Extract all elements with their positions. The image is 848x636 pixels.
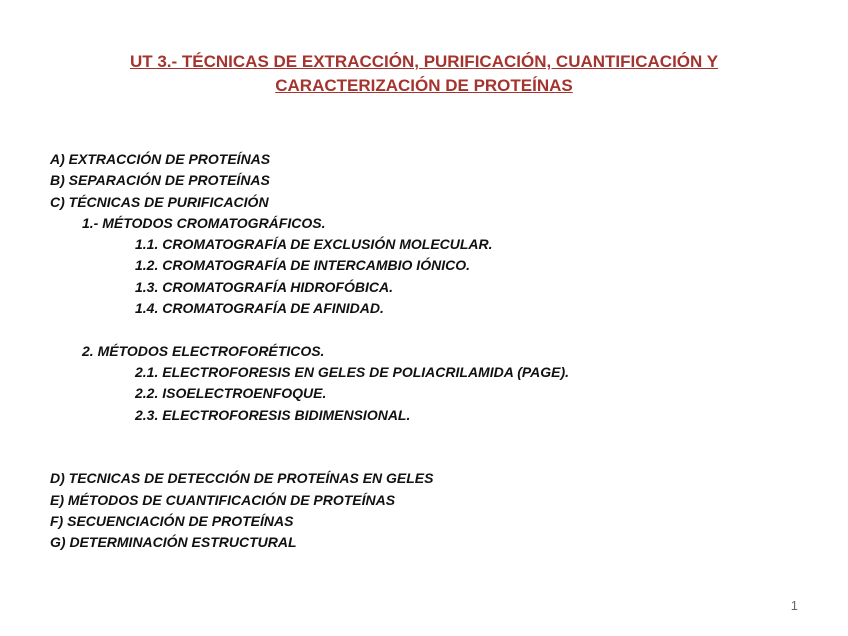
outline-item-c1: 1.- MÉTODOS CROMATOGRÁFICOS. — [82, 214, 326, 231]
page-number: 1 — [790, 598, 798, 613]
outline-item-c2-1: 2.1. ELECTROFORESIS EN GELES DE POLIACRILAMIDA (PAGE). — [135, 363, 570, 380]
outline-item-d: D) TECNICAS DE DETECCIÓN DE PROTEÍNAS EN GELES — [50, 470, 434, 487]
outline-item-f: F) SECUENCIACIÓN DE PROTEÍNAS — [50, 513, 294, 530]
slide-title — [0, 50, 848, 98]
outline-item-c: C) TÉCNICAS DE PURIFICACIÓN — [50, 193, 269, 210]
title-line-1: UT 3.- TÉCNICAS DE EXTRACCIÓN, PURIFICACIÓN, CUANTIFICACIÓN Y — [129, 52, 719, 71]
outline-item-c2: 2. MÉTODOS ELECTROFORÉTICOS. — [82, 342, 325, 359]
outline-item-c1-4: 1.4. CROMATOGRAFÍA DE AFINIDAD. — [135, 300, 384, 317]
outline-list — [50, 149, 810, 554]
outline-item-g: G) DETERMINACIÓN ESTRUCTURAL — [50, 534, 297, 551]
outline-item-c1-3: 1.3. CROMATOGRAFÍA HIDROFÓBICA. — [135, 278, 393, 295]
outline-item-c2-3: 2.3. ELECTROFORESIS BIDIMENSIONAL. — [135, 406, 411, 423]
outline-spacer — [50, 319, 810, 340]
outline-item-c1-2: 1.2. CROMATOGRAFÍA DE INTERCAMBIO IÓNICO. — [135, 257, 470, 274]
outline-item-c1-1: 1.1. CROMATOGRAFÍA DE EXCLUSIÓN MOLECULAR. — [135, 236, 493, 253]
outline-item-b: B) SEPARACIÓN DE PROTEÍNAS — [50, 172, 270, 189]
outline-spacer — [50, 426, 810, 469]
outline-item-a: A) EXTRACCIÓN DE PROTEÍNAS — [50, 151, 271, 167]
outline-item-e: E) MÉTODOS DE CUANTIFICACIÓN DE PROTEÍNAS — [50, 491, 396, 508]
outline-item-c2-2: 2.2. ISOELECTROENFOQUE. — [135, 385, 327, 402]
title-line-2: CARACTERIZACIÓN DE PROTEÍNAS — [275, 76, 573, 95]
